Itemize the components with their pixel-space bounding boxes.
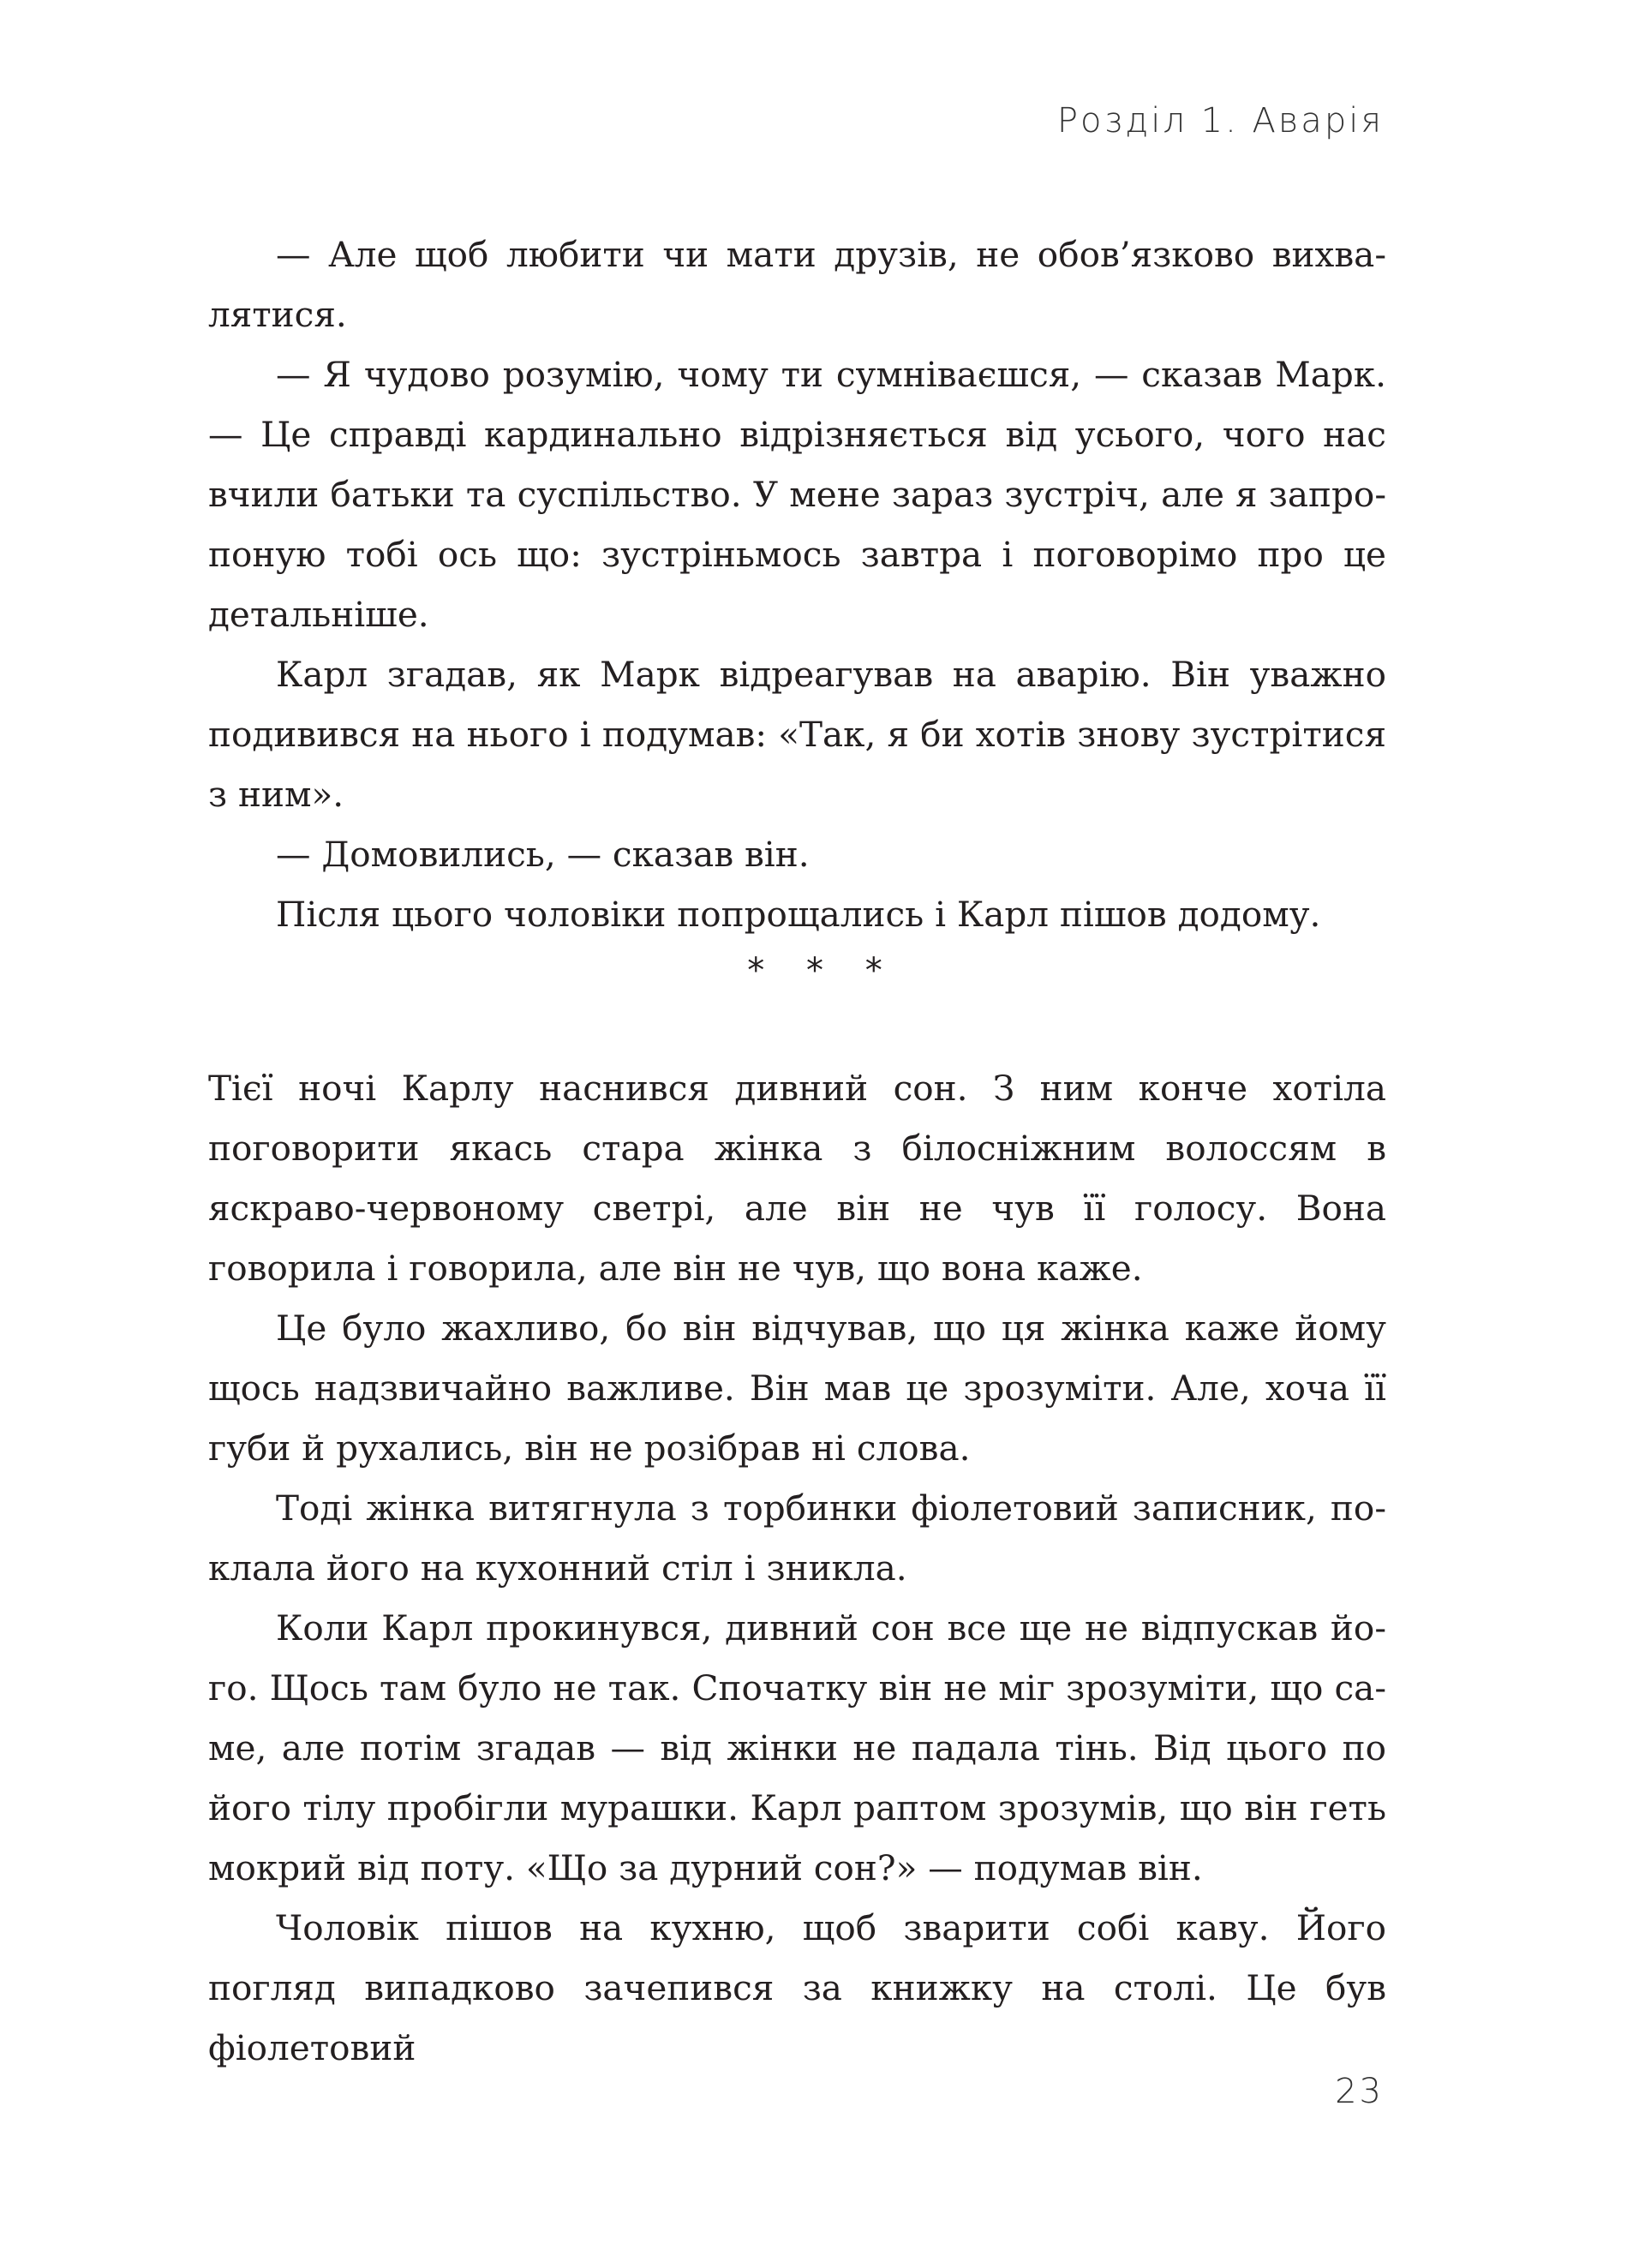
paragraph: Карл згадав, як Марк відреагував на аварію. Він уважно подивився на нього і подумав: «Так, я би хотів знову зустрітися з ним». — [208, 654, 1386, 815]
paragraph: — Домовились, — сказав він. — [276, 834, 810, 875]
paragraph: Коли Карл прокинувся, дивний сон все ще не відпускав його. Щось там було не так. Спочатку він не міг зрозуміти, що саме, але потім згадав — від жінки не падала тінь. Від цього по його тілу пробігли мурашки. Карл раптом зрозумів, що він геть мокрий від поту. «Що за дурний сон?» — подумав він. — [208, 1607, 1386, 1888]
paragraph: — Я чудово розумію, чому ти сумніваєшся, — сказав Марк. — Це справді кардинально відрізняється від усього, чого нас вчили батьки та суспільство. У мене зараз зустріч, але я запропоную тобі ось що: зустріньмось завтра і поговорімо про це детальніше. — [208, 354, 1386, 635]
paragraph: Після цього чоловіки попрощались і Карл пішов додому. — [276, 894, 1321, 935]
paragraph: — Але щоб любити чи мати друзів, не обов’язково вихвалятися. — [208, 234, 1386, 335]
paragraph: Чоловік пішов на кухню, щоб зварити собі каву. Його погляд випадково зачепився за книжку на столі. Це був фіолетовий — [208, 1907, 1386, 2068]
paragraph: Це було жахливо, бо він відчував, що ця жінка каже йому щось надзвичайно важливе. Він мав це зрозуміти. Але, хоча її губи й рухались, він не розібрав ні слова. — [208, 1308, 1386, 1469]
text-section-1 — [208, 224, 1386, 944]
paragraph: Тоді жінка витягнула з торбинки фіолетовий записник, поклала його на кухонний стіл і зникла. — [208, 1487, 1386, 1589]
paragraph-first: Тієї ночі Карлу наснився дивний сон. З ним конче хотіла поговорити якась стара жінка з білосніжним волоссям в яскраво-червоному светрі, але він не чув її голосу. Вона говорила і говорила, але він не чув, що вона каже. — [208, 1068, 1386, 1289]
text-section-2 — [208, 1058, 1386, 2078]
running-head: Розділ 1. Аварія — [1056, 101, 1384, 141]
section-separator: * * * — [747, 951, 898, 990]
page-number: 23 — [1335, 2072, 1384, 2111]
